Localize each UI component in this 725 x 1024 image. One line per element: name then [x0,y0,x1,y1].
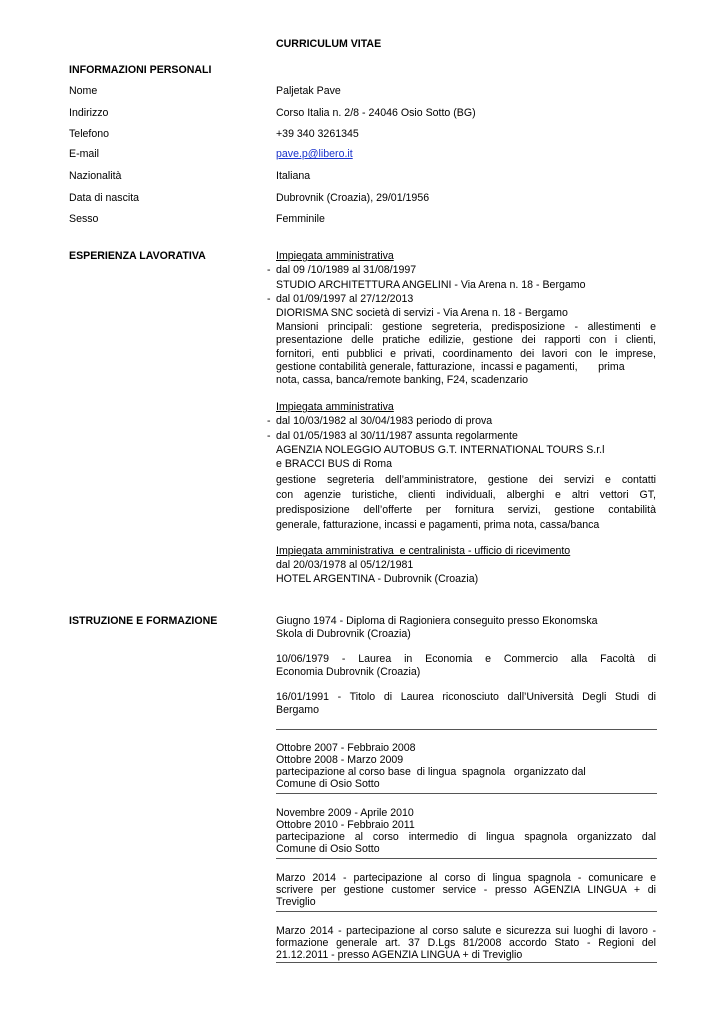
job3-employer: HOTEL ARGENTINA - Dubrovnik (Croazia) [276,573,479,585]
education-line: Economia Dubrovnik (Croazia) [276,666,421,679]
education-item-3 [276,691,656,718]
divider [276,793,657,794]
course-line: Comune di Osio Sotto [276,778,380,790]
section-heading-experience: ESPERIENZA LAVORATIVA [69,250,206,262]
job3-period: dal 20/03/1978 al 05/12/1981 [276,559,414,571]
job2-employer-line: AGENZIA NOLEGGIO AUTOBUS G.T. INTERNATIONAL TOURS S.r.l [276,444,605,456]
course-line: Ottobre 2010 - Febbraio 2011 [276,819,415,831]
phone-value: +39 340 3261345 [276,128,359,140]
education-line: Skola di Dubrovnik (Croazia) [276,628,411,641]
job2-desc-line: generale, fatturazione, incassi e pagamenti, prima nota, cassa/banca [276,519,600,531]
divider [276,911,657,912]
job1-title: Impiegata amministrativa [276,250,394,262]
divider [276,729,657,730]
job1-dash-2: - [267,293,271,305]
course-line: Novembre 2009 - Aprile 2010 [276,807,414,819]
job2-period-2: dal 01/05/1983 al 30/11/1987 assunta regolarmente [276,430,518,442]
education-line: 10/06/1979 - Laurea in Economia e Commercio alla Facoltà di [276,653,656,665]
education-item-2 [276,653,656,680]
nationality-value: Italiana [276,170,311,182]
education-line: Bergamo [276,704,319,717]
document-title: CURRICULUM VITAE [276,38,382,50]
education-line: 16/01/1991 - Titolo di Laurea riconosciuto dall’Università Degli Studi di [276,691,656,703]
course-line: Treviglio [276,896,316,908]
job2-description [276,473,656,533]
course-line: Comune di Osio Sotto [276,843,380,855]
phone-label: Telefono [69,128,110,140]
job1-desc-line: fornitori, enti pubblici e privati, coordinamento dei lavori con le imprese, [276,347,656,360]
job1-desc-line: Mansioni principali: gestione segreteria, predisposizione - allestimenti e [276,321,656,333]
course-line: partecipazione al corso base di lingua spagnola organizzato dal [276,766,586,778]
job2-title: Impiegata amministrativa [276,401,394,413]
course-item-2 [276,807,656,855]
name-value: Paljetak Pave [276,85,341,97]
course-line: Ottobre 2008 - Marzo 2009 [276,754,404,766]
job1-employer-2: DIORISMA SNC società di servizi - Via Arena n. 18 - Bergamo [276,307,568,319]
section-heading-education: ISTRUZIONE E FORMAZIONE [69,615,218,627]
sex-value: Femminile [276,213,325,225]
course-line: Marzo 2014 - partecipazione al corso salute e sicurezza sui luoghi di lavoro - [276,925,656,937]
job2-dash-1: - [267,415,271,427]
divider [276,858,657,859]
section-heading-personal: INFORMAZIONI PERSONALI [69,64,212,76]
name-label: Nome [69,85,98,97]
course-line: partecipazione al corso intermedio di lingua spagnola organizzato dal [276,831,656,843]
nationality-label: Nazionalità [69,170,122,182]
address-label: Indirizzo [69,107,109,119]
job2-employer-line: e BRACCI BUS di Roma [276,458,392,470]
job1-desc-line: gestione contabilità generale, fatturazione, incassi e pagamenti, prima [276,360,625,373]
birth-label: Data di nascita [69,192,140,204]
job2-desc-line: predisposizione dell’offerte per fornitura servizi, gestione contabilità [276,504,656,516]
job1-description [276,321,656,387]
course-item-3 [276,872,656,908]
course-line: 21.12.2011 - presso AGENZIA LINGUA + di Treviglio [276,949,523,961]
job2-dash-2: - [267,430,271,442]
address-value: Corso Italia n. 2/8 - 24046 Osio Sotto (BG) [276,107,476,119]
course-item-1 [276,742,656,790]
job3-title: Impiegata amministrativa e centralinista - ufficio di ricevimento [276,545,571,557]
sex-label: Sesso [69,213,99,225]
job1-desc-line: presentazione delle pratiche edilizie, gestione dei rapporti con i clienti, [276,334,656,347]
education-item-1 [276,615,656,642]
job2-desc-line: con agenzie turistiche, clienti individuali, alberghi e altri vettori GT, [276,489,656,501]
job1-dash-1: - [267,264,271,276]
course-item-4 [276,925,656,961]
course-line: scrivere per gestione customer service - presso AGENZIA LINGUA + di [276,884,656,896]
job1-period-1: dal 09 /10/1989 al 31/08/1997 [276,264,417,276]
birth-value: Dubrovnik (Croazia), 29/01/1956 [276,192,430,204]
course-line: Ottobre 2007 - Febbraio 2008 [276,742,416,754]
job2-desc-line: gestione segreteria dell’amministratore, gestione dei servizi e contatti [276,474,656,486]
email-label: E-mail [69,148,100,160]
divider [276,962,657,963]
job1-employer-1: STUDIO ARCHITETTURA ANGELINI - Via Arena n. 18 - Bergamo [276,279,586,291]
job1-desc-line: nota, cassa, banca/remote banking, F24, scadenzario [276,374,529,387]
job1-period-2: dal 01/09/1997 al 27/12/2013 [276,293,414,305]
education-line: Giugno 1974 - Diploma di Ragioniera conseguito presso Ekonomska [276,615,598,627]
course-line: formazione generale art. 37 D.Lgs 81/2008 accordo Stato - Regioni del [276,937,656,949]
course-line: Marzo 2014 - partecipazione al corso di lingua spagnola - comunicare e [276,872,656,884]
email-link[interactable]: pave.p@libero.it [276,148,353,160]
job2-period-1: dal 10/03/1982 al 30/04/1983 periodo di prova [276,415,493,427]
